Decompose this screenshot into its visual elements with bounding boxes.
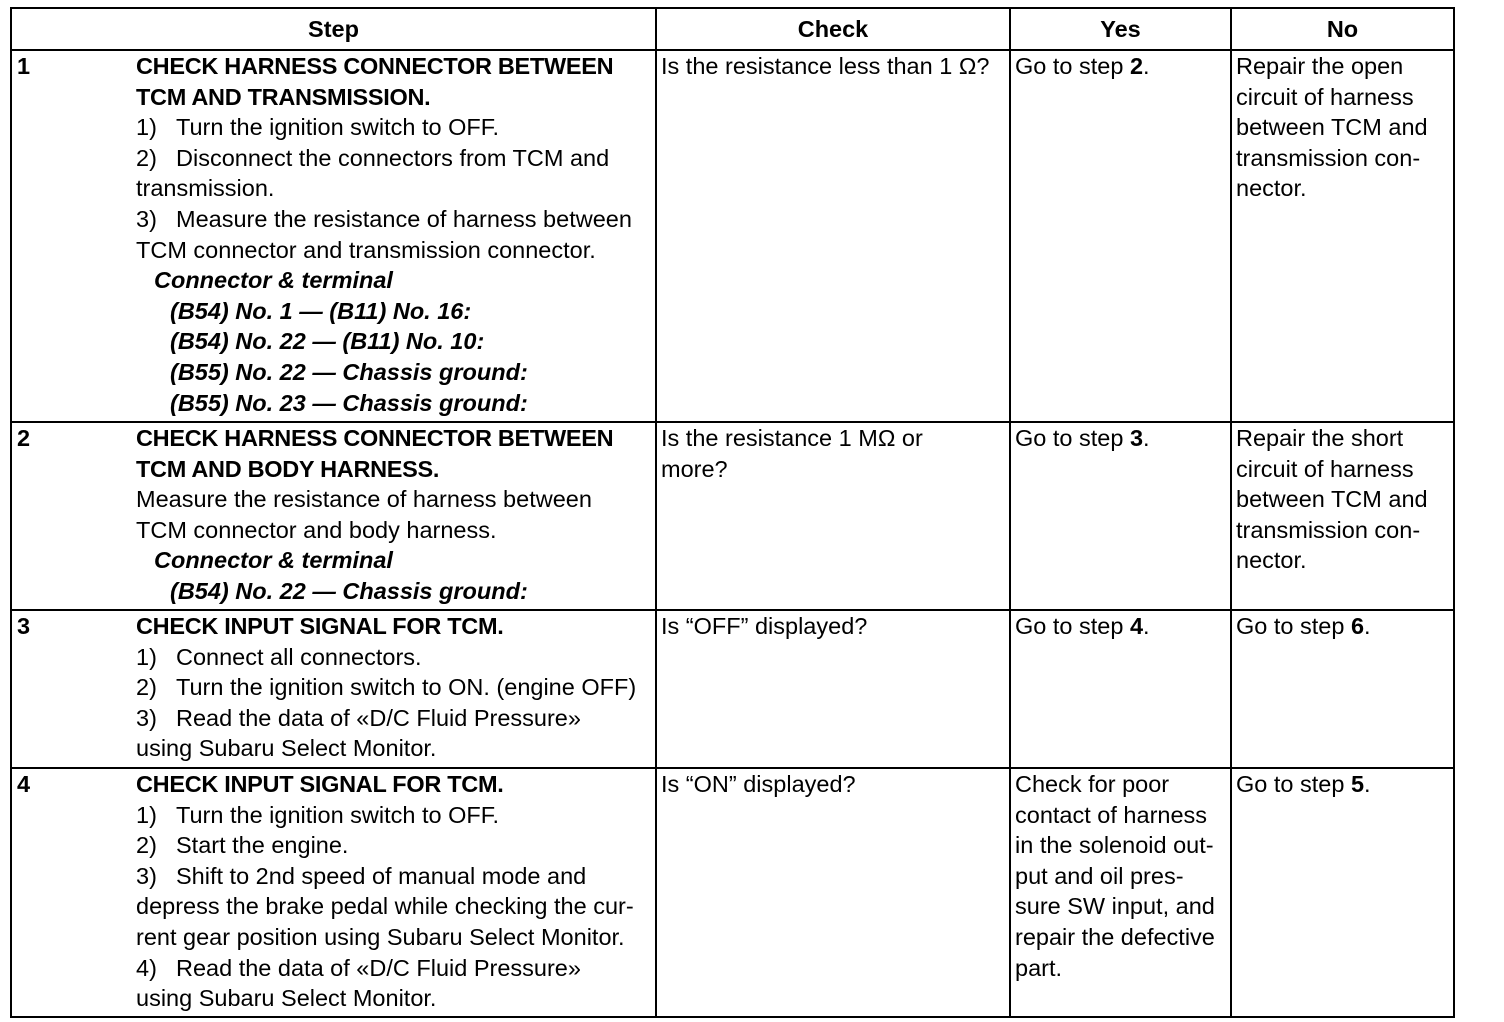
step-number: 2 xyxy=(17,425,31,451)
check-cell: Is the resistance 1 MΩ or more? xyxy=(656,422,1010,610)
step-number: 3 xyxy=(17,613,31,639)
yes-cell: Go to step 2. xyxy=(1010,50,1231,422)
yes-cell: Go to step 4. xyxy=(1010,610,1231,768)
step-title: TCM AND TRANSMISSION. xyxy=(136,83,431,110)
step-number: 1 xyxy=(17,53,31,79)
step-instruction: Measure the resistance of harness between xyxy=(136,486,592,513)
header-row xyxy=(11,8,1454,50)
connector-terminal-heading: Connector & terminal xyxy=(154,267,393,294)
step-instruction: 4) Read the data of «D/C Fluid Pressure» xyxy=(136,954,581,981)
no-cell: Repair the short circuit of harness between TCM and transmission con- nector. xyxy=(1231,422,1454,610)
connector-terminal-item: (B55) No. 22 — Chassis ground: xyxy=(170,358,528,385)
step-cell xyxy=(11,610,656,768)
step-cell xyxy=(11,50,656,422)
step-title: CHECK INPUT SIGNAL FOR TCM. xyxy=(136,771,504,797)
connector-terminal-heading: Connector & terminal xyxy=(154,547,393,574)
step-cell xyxy=(11,422,656,610)
step-instruction: depress the brake pedal while checking the cur- xyxy=(136,893,634,920)
table-row xyxy=(11,610,1454,768)
no-cell: Go to step 5. xyxy=(1231,768,1454,1017)
step-instruction: 1) Connect all connectors. xyxy=(136,643,422,670)
header-step: Step xyxy=(11,8,656,50)
step-instruction: 2) Disconnect the connectors from TCM and xyxy=(136,144,610,171)
step-instruction: 3) Read the data of «D/C Fluid Pressure» xyxy=(136,704,581,731)
no-cell: Go to step 6. xyxy=(1231,610,1454,768)
step-instruction: rent gear position using Subaru Select Monitor. xyxy=(136,923,625,950)
step-instruction: TCM connector and body harness. xyxy=(136,516,497,543)
connector-terminal-item: (B54) No. 22 — (B11) No. 10: xyxy=(170,328,485,355)
step-instruction: 2) Turn the ignition switch to ON. (engine OFF) xyxy=(136,674,637,701)
connector-terminal-item: (B54) No. 1 — (B11) No. 16: xyxy=(170,297,472,324)
step-number: 4 xyxy=(17,771,31,797)
step-title: CHECK INPUT SIGNAL FOR TCM. xyxy=(136,613,504,639)
check-cell: Is “ON” displayed? xyxy=(656,768,1010,1017)
diagnostic-table xyxy=(10,7,1455,1018)
step-title: CHECK HARNESS CONNECTOR BETWEEN xyxy=(136,425,614,451)
step-title: CHECK HARNESS CONNECTOR BETWEEN xyxy=(136,53,614,79)
diagnostic-document xyxy=(10,7,1455,1018)
step-instruction: 1) Turn the ignition switch to OFF. xyxy=(136,801,500,828)
header-no: No xyxy=(1231,8,1454,50)
step-instruction: using Subaru Select Monitor. xyxy=(136,735,437,762)
step-instruction: transmission. xyxy=(136,175,275,202)
step-cell xyxy=(11,768,656,1017)
step-instruction: 1) Turn the ignition switch to OFF. xyxy=(136,114,500,141)
table-row xyxy=(11,768,1454,1017)
yes-cell: Go to step 3. xyxy=(1010,422,1231,610)
step-instruction: 3) Shift to 2nd speed of manual mode and xyxy=(136,862,587,889)
step-instruction: TCM connector and transmission connector. xyxy=(136,236,596,263)
step-instruction: 3) Measure the resistance of harness between xyxy=(136,205,632,232)
yes-cell: Check for poor contact of harness in the solenoid out- put and oil pres- sure SW input, and repair the defective part. xyxy=(1010,768,1231,1017)
step-instruction: 2) Start the engine. xyxy=(136,832,349,859)
table-row xyxy=(11,50,1454,422)
connector-terminal-item: (B55) No. 23 — Chassis ground: xyxy=(170,389,528,416)
check-cell: Is “OFF” displayed? xyxy=(656,610,1010,768)
step-title: TCM AND BODY HARNESS. xyxy=(136,455,440,482)
header-check: Check xyxy=(656,8,1010,50)
check-cell: Is the resistance less than 1 Ω? xyxy=(656,50,1010,422)
step-instruction: using Subaru Select Monitor. xyxy=(136,985,437,1012)
header-yes: Yes xyxy=(1010,8,1231,50)
table-row xyxy=(11,422,1454,610)
connector-terminal-item: (B54) No. 22 — Chassis ground: xyxy=(170,577,528,604)
no-cell: Repair the open circuit of harness between TCM and transmission con- nector. xyxy=(1231,50,1454,422)
